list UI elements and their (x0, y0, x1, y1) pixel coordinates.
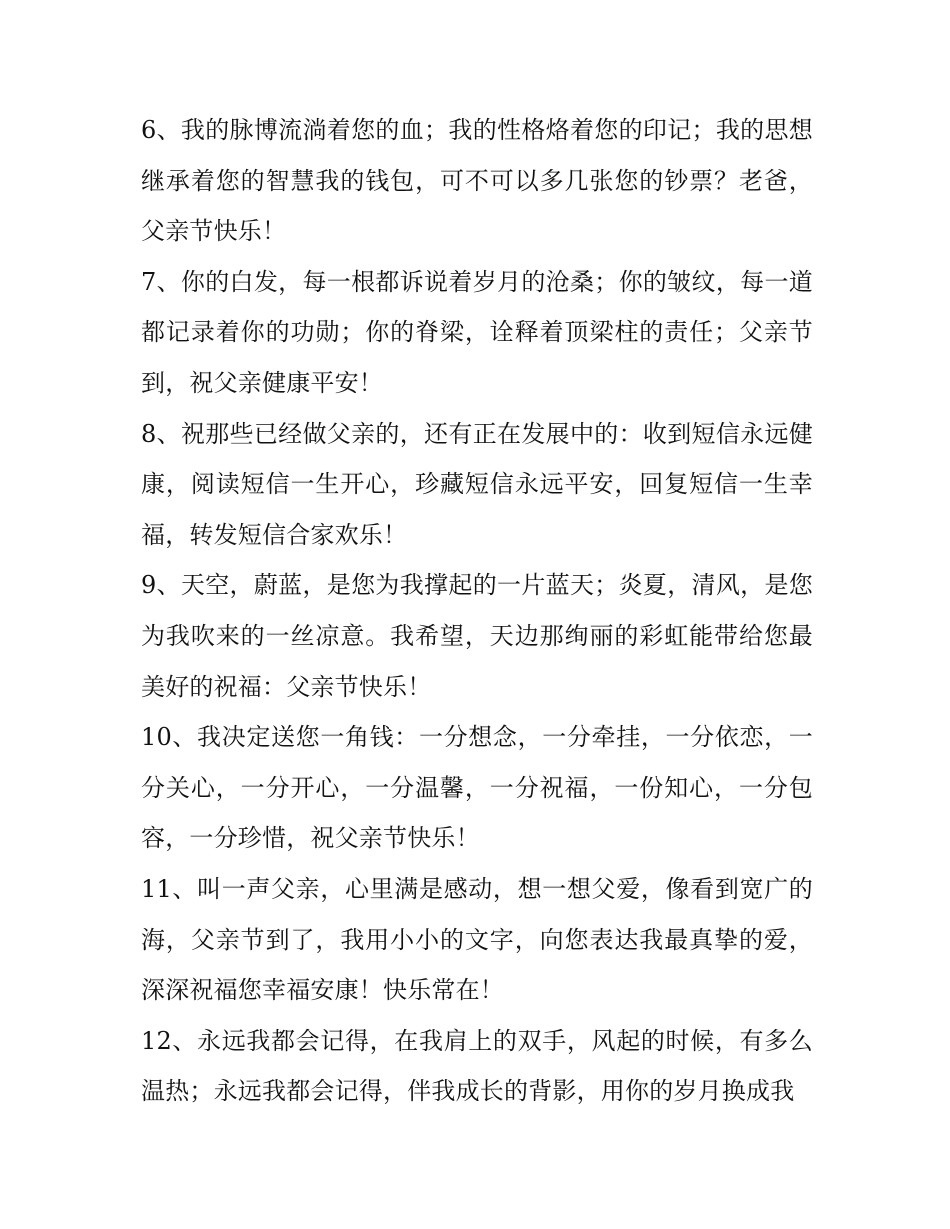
paragraph-7: 7、你的白发，每一根都诉说着岁月的沧桑；你的皱纹，每一道都记录着你的功勋；你的脊梁，诠释着顶梁柱的责任；父亲节到，祝父亲健康平安！ (141, 267, 813, 397)
paragraph-11: 11、叫一声父亲，心里满是感动，想一想父爱，像看到宽广的海，父亲节到了，我用小小的文字，向您表达我最真挚的爱，深深祝福您幸福安康！快乐常在！ (141, 874, 813, 1005)
paragraph-9: 9、天空，蔚蓝，是您为我撑起的一片蓝天；炎夏，清风，是您为我吹来的一丝凉意。我希望，天边那绚丽的彩虹能带给您最美好的祝福：父亲节快乐！ (141, 571, 813, 701)
paragraph-6: 6、我的脉博流淌着您的血；我的性格烙着您的印记；我的思想继承着您的智慧我的钱包，可不可以多几张您的钞票？老爸，父亲节快乐！ (141, 116, 813, 246)
paragraph-12: 12、永远我都会记得，在我肩上的双手，风起的时候，有多么温热；永远我都会记得，伴我成长的背影，用你的岁月换成我 (141, 1026, 813, 1106)
paragraph-10: 10、我决定送您一角钱：一分想念，一分牵挂，一分依恋，一分关心，一分开心，一分温馨，一分祝福，一份知心，一分包容，一分珍惜，祝父亲节快乐！ (141, 723, 813, 853)
document-body (141, 105, 813, 1117)
paragraph-8: 8、祝那些已经做父亲的，还有正在发展中的：收到短信永远健康，阅读短信一生开心，珍藏短信永远平安，回复短信一生幸福，转发短信合家欢乐！ (141, 419, 813, 549)
